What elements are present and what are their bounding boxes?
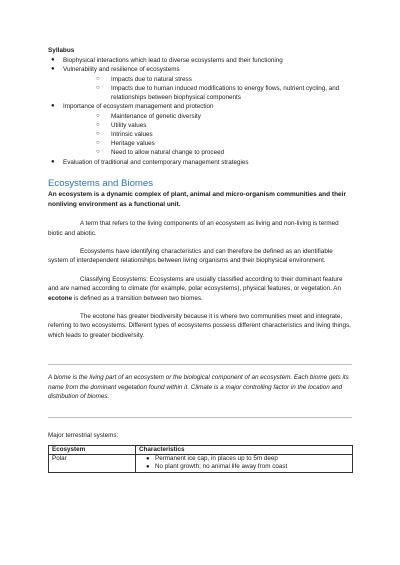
syllabus-subitem-text: Impacts due to human induced modifications to energy flows, nutrient cycling, and relationships between biophysical components [111, 84, 340, 101]
syllabus-item-text: Biophysical interactions which lead to diverse ecosystems and their functioning [63, 57, 283, 64]
circle-bullet-icon: ○ [96, 130, 100, 137]
syllabus-list [48, 56, 352, 167]
syllabus-sublist [63, 112, 352, 158]
terrestrial-label: Major terrestrial systems: [48, 431, 119, 439]
characteristic-item [139, 463, 349, 472]
circle-bullet-icon: ○ [96, 112, 100, 119]
bullet-icon: ● [51, 57, 55, 63]
syllabus-item-text: Evaluation of traditional and contemporary management strategies [63, 158, 249, 166]
paragraph-ecotone: The ecotone has greater biodiversity because it is where two communities meet and integrate, referring to two ecosystems. Different types of ecosystems possess different characteristics and living things, which leads to greater biodiversity. [48, 313, 351, 339]
syllabus-item-text: Vulnerability and resilience of ecosystems [63, 66, 180, 74]
syllabus-sublist [63, 75, 352, 103]
paragraph-biotic: A term that refers to the living components of an ecosystem as living and non-living is termed biotic and abiotic. [48, 220, 339, 237]
syllabus-subitem-text: Need to allow natural change to proceed [111, 149, 225, 157]
intro-definition: An ecosystem is a dynamic complex of plant, animal and micro-organism communities and their nonliving environment as a functional unit. [48, 190, 346, 209]
bullet-icon: ● [51, 66, 55, 73]
syllabus-heading: Syllabus [48, 47, 75, 54]
bullet-icon: ● [51, 103, 55, 110]
syllabus-subitem [63, 121, 352, 130]
syllabus-subitem [63, 84, 352, 102]
circle-bullet-icon: ○ [96, 149, 100, 156]
bullet-icon: ● [146, 455, 150, 462]
syllabus-subitem-text: Utility values [111, 121, 147, 129]
divider [48, 417, 352, 418]
paragraph-text: Classifying Ecosystems: Ecosystems are usually classified according to their dominant feature and are named according to climate (for example, polar ecosystems), physical features, or vegetation. An [48, 275, 343, 293]
circle-bullet-icon: ○ [96, 75, 100, 82]
syllabus-subitem-text: Impacts due to natural stress [111, 75, 192, 83]
syllabus-item [48, 102, 352, 157]
circle-bullet-icon: ○ [96, 121, 100, 128]
characteristics-cell [136, 454, 353, 472]
syllabus-subitem [63, 139, 352, 148]
syllabus-item [48, 65, 352, 102]
syllabus-subitem-text: Heritage values [111, 140, 155, 148]
circle-bullet-icon: ○ [96, 140, 100, 147]
syllabus-item [48, 56, 352, 65]
syllabus-subitem [63, 112, 352, 121]
biome-callout: A biome is the living part of an ecosystem or the biological component of an ecosystem. Each biome gets its name from the dominant vegetation found within it. Climate is a major controlling factor in the location and distribution of biomes. [48, 374, 349, 401]
bullet-icon: ● [146, 464, 150, 471]
syllabus-item-text: Importance of ecosystem management and protection [63, 103, 214, 111]
table-row [49, 454, 353, 472]
circle-bullet-icon: ○ [96, 84, 100, 91]
syllabus-subitem-text: Maintenance of genetic diversity [111, 112, 201, 120]
column-header-characteristics: Characteristics [136, 445, 353, 454]
terrestrial-table [48, 445, 353, 473]
characteristic-text: Permanent ice cap, in places up to 5m deep [155, 454, 278, 462]
section-heading: Ecosystems and Biomes [48, 177, 154, 189]
characteristics-list [139, 455, 349, 472]
paragraph-text: is defined as a transition between two biomes. [72, 294, 203, 302]
bullet-icon: ● [51, 158, 55, 165]
paragraph-classifying [48, 275, 352, 303]
syllabus-subitem-text: Intrinsic values [111, 130, 153, 138]
syllabus-subitem [63, 130, 352, 139]
characteristic-text: No plant growth; no animal life away from coast [155, 463, 288, 471]
characteristic-item [139, 455, 349, 464]
paragraph-characteristics: Ecosystems have identifying characteristics and can therefore be defined as an identifiable system of interdependent relationships between living organisms and their biophysical environment. [48, 248, 333, 265]
divider [48, 364, 352, 365]
syllabus-subitem [63, 148, 352, 157]
column-header-ecosystem: Ecosystem [49, 445, 136, 454]
table-header-row [49, 445, 353, 454]
ecosystem-cell: Polar [49, 454, 136, 472]
syllabus-item [48, 158, 352, 167]
syllabus-subitem [63, 75, 352, 84]
ecotone-term: ecotone [48, 294, 73, 302]
